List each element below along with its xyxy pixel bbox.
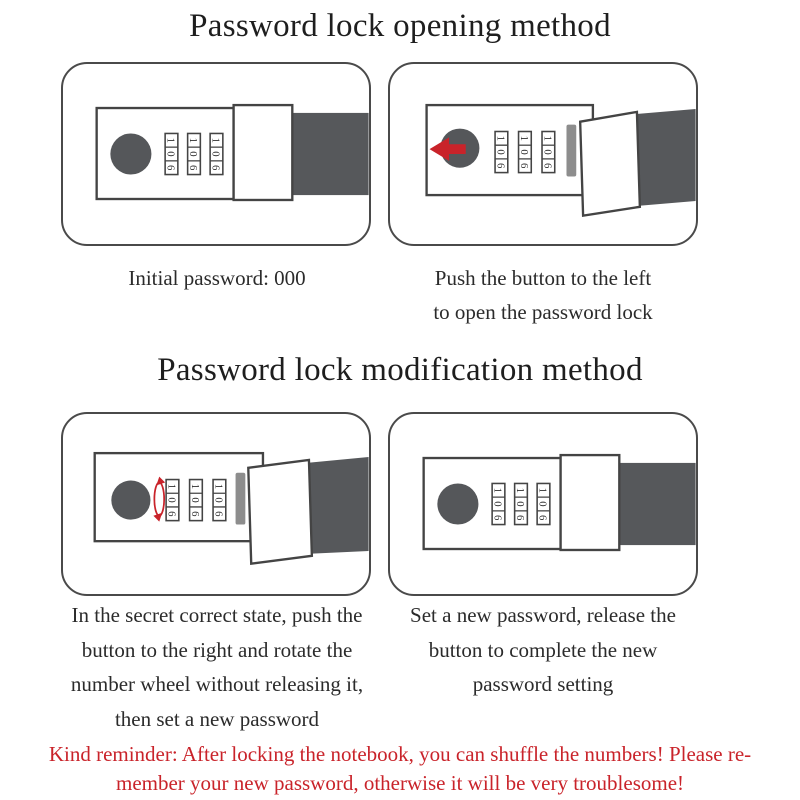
- password-wheel: [514, 483, 527, 524]
- wheel-digit: 0: [187, 151, 200, 157]
- wheel-digit: 0: [189, 497, 202, 503]
- strap: [638, 109, 696, 206]
- strap: [292, 113, 368, 195]
- reminder-line: Kind reminder: After locking the notebook, you can shuffle the numbers! Please re-: [48, 742, 752, 766]
- lock-button: [111, 481, 150, 520]
- password-wheel: [542, 132, 555, 173]
- wheel-digit: 1: [189, 483, 202, 490]
- wheel-digit: 6: [541, 163, 554, 169]
- lock-slider: [561, 455, 620, 550]
- wheel-digit: 6: [212, 511, 225, 517]
- latch-flap: [580, 112, 640, 216]
- instruction-panel: [61, 62, 371, 246]
- caption-line: In the secret correct state, push the: [71, 603, 363, 627]
- panel-caption: [388, 598, 698, 702]
- instruction-panel: [388, 412, 698, 596]
- caption-line: password setting: [472, 672, 614, 696]
- lock-diagram-open-arrow-left: [390, 64, 696, 244]
- lock-diagram-closed: [63, 64, 369, 244]
- wheel-digit: 1: [164, 137, 177, 143]
- wheel-digit: 0: [212, 497, 225, 503]
- password-wheel: [537, 483, 550, 524]
- wheel-digit: 1: [187, 137, 200, 143]
- password-wheel: [189, 480, 202, 521]
- caption-line: number wheel without releasing it,: [70, 672, 364, 696]
- password-wheel: [210, 133, 223, 174]
- instruction-panel: [61, 412, 371, 596]
- panel-caption: [62, 261, 372, 295]
- caption-line: button to complete the new: [428, 637, 658, 662]
- password-wheel: [165, 133, 178, 174]
- wheel-digit: 6: [514, 515, 527, 521]
- wheel-digit: 6: [536, 515, 549, 521]
- instruction-panel: [388, 62, 698, 246]
- wheel-digit: 1: [494, 135, 507, 142]
- wheel-digit: 1: [491, 487, 504, 493]
- wheel-digit: 6: [491, 515, 504, 521]
- panel-caption: [388, 261, 698, 329]
- latch-flap: [248, 460, 312, 564]
- password-wheel: [492, 483, 505, 524]
- wheel-digit: 1: [165, 483, 178, 490]
- password-wheel: [166, 480, 179, 521]
- wheel-digit: 0: [491, 501, 504, 507]
- password-wheel: [495, 132, 508, 173]
- wheel-digit: 1: [518, 135, 531, 142]
- wheel-digit: 0: [209, 151, 222, 157]
- wheel-digit: 6: [189, 511, 202, 517]
- wheel-digit: 1: [209, 137, 222, 143]
- caption-line: to open the password lock: [433, 300, 653, 324]
- wheel-digit: 0: [514, 501, 527, 507]
- password-wheel: [518, 132, 531, 173]
- lock-diagram-closed: [390, 414, 696, 594]
- wheel-digit: 6: [187, 165, 200, 171]
- wheel-digit: 0: [536, 501, 549, 507]
- wheel-digit: 1: [541, 135, 554, 142]
- reminder-line: member your new password, otherwise it will be very troublesome!: [115, 770, 685, 795]
- caption-line: Push the button to the left: [434, 266, 652, 290]
- caption-line: Set a new password, release the: [410, 603, 676, 627]
- wheel-digit: 1: [536, 487, 549, 493]
- panel-caption: [42, 598, 392, 736]
- caption-line: Initial password: 000: [128, 266, 306, 290]
- lock-slider: [234, 105, 293, 200]
- kind-reminder-text: [20, 740, 780, 797]
- caption-line: button to the right and rotate the: [81, 637, 353, 662]
- wheel-digit: 1: [514, 487, 527, 493]
- wheel-digit: 0: [541, 149, 554, 155]
- lock-button: [437, 483, 478, 524]
- wheel-digit: 6: [165, 511, 178, 517]
- password-wheel: [213, 480, 226, 521]
- section-title-opening: Password lock opening method: [189, 8, 611, 44]
- latch-slot: [566, 125, 576, 177]
- caption-line: then set a new password: [114, 706, 320, 731]
- wheel-digit: 1: [212, 483, 225, 490]
- wheel-digit: 0: [518, 149, 531, 155]
- wheel-digit: 6: [518, 163, 531, 169]
- wheel-digit: 0: [494, 149, 507, 155]
- latch-slot: [236, 473, 246, 525]
- wheel-digit: 0: [164, 151, 177, 157]
- wheel-digit: 0: [165, 497, 178, 503]
- strap: [307, 457, 369, 554]
- lock-button: [110, 133, 151, 174]
- password-wheel: [187, 133, 200, 174]
- section-title-modification: Password lock modification method: [157, 352, 643, 388]
- lock-diagram-open-rotate: [63, 414, 369, 594]
- wheel-digit: 6: [494, 163, 507, 169]
- wheel-digit: 6: [209, 165, 222, 171]
- strap: [619, 463, 695, 545]
- wheel-digit: 6: [164, 165, 177, 171]
